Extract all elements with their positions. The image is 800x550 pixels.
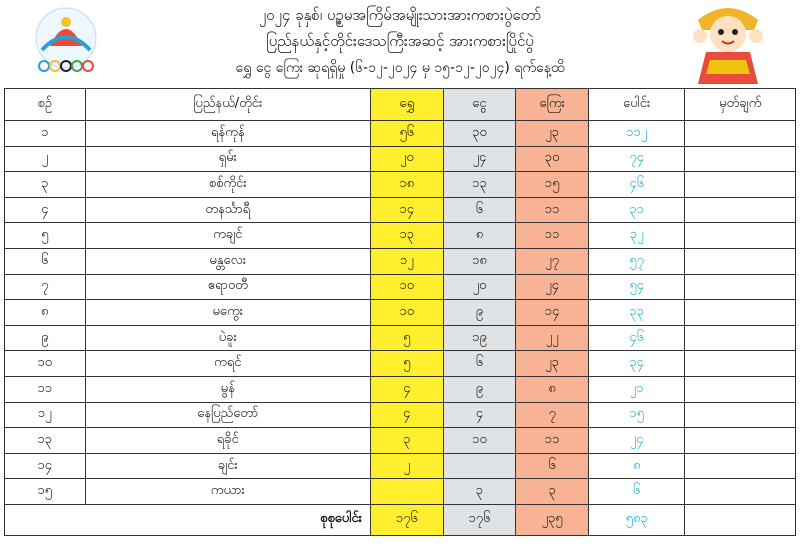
cell-no: ၅ <box>5 223 86 249</box>
cell-bronze: ၃၀ <box>516 146 589 172</box>
cell-bronze: ၁၁ <box>516 223 589 249</box>
cell-no: ၁၁ <box>5 376 86 402</box>
table-header-row <box>5 89 796 121</box>
cell-no: ၁၅ <box>5 479 86 505</box>
summary-gold: ၁၇၆ <box>370 504 443 535</box>
header <box>0 0 800 84</box>
cell-silver: ၃ <box>443 479 516 505</box>
cell-region: ကချင် <box>85 223 370 249</box>
cell-note <box>685 402 796 428</box>
cell-silver: ၁၃ <box>443 172 516 198</box>
table-row <box>5 453 796 479</box>
header-note: မှတ်ချက် <box>685 89 796 121</box>
cell-note <box>685 325 796 351</box>
cell-region: ကရင် <box>85 351 370 377</box>
table-row <box>5 402 796 428</box>
cell-note <box>685 223 796 249</box>
cell-gold: ၁၀ <box>370 274 443 300</box>
cell-note <box>685 428 796 454</box>
cell-total: ၇၄ <box>588 146 685 172</box>
cell-note <box>685 274 796 300</box>
cell-bronze: ၇ <box>516 402 589 428</box>
cell-gold: ၅ <box>370 351 443 377</box>
cell-gold: ၄ <box>370 402 443 428</box>
cell-gold: ၄ <box>370 376 443 402</box>
header-no: စဉ် <box>5 89 86 121</box>
cell-total: ၆ <box>588 479 685 505</box>
cell-gold: ၁၄ <box>370 197 443 223</box>
cell-no: ၄ <box>5 197 86 223</box>
cell-note <box>685 453 796 479</box>
cell-no: ၉ <box>5 325 86 351</box>
cell-region: ဧရာဝတီ <box>85 274 370 300</box>
cell-gold: ၅၆ <box>370 121 443 147</box>
cell-region: မန္တလေး <box>85 248 370 274</box>
cell-gold: ၁၂ <box>370 248 443 274</box>
cell-total: ၃၁ <box>588 197 685 223</box>
table-row <box>5 351 796 377</box>
cell-note <box>685 121 796 147</box>
header-silver: ငွေ <box>443 89 516 121</box>
cell-bronze: ၁၄ <box>516 300 589 326</box>
cell-region: ကယား <box>85 479 370 505</box>
cell-note <box>685 300 796 326</box>
cell-gold: ၅ <box>370 325 443 351</box>
cell-bronze: ၂၂ <box>516 325 589 351</box>
table-row <box>5 172 796 198</box>
table-row <box>5 146 796 172</box>
cell-silver: ၁၀ <box>443 428 516 454</box>
cell-total: ၈ <box>588 453 685 479</box>
cell-gold: ၂၀ <box>370 146 443 172</box>
table-row <box>5 428 796 454</box>
header-total: ပေါင်း <box>588 89 685 121</box>
cell-total: ၄၆ <box>588 172 685 198</box>
cell-note <box>685 146 796 172</box>
cell-total: ၅၄ <box>588 274 685 300</box>
cell-no: ၁၀ <box>5 351 86 377</box>
table-row <box>5 197 796 223</box>
summary-note <box>685 504 796 535</box>
cell-silver: ၉ <box>443 300 516 326</box>
cell-total: ၂၄ <box>588 428 685 454</box>
cell-region: ရခိုင် <box>85 428 370 454</box>
cell-no: ၁၃ <box>5 428 86 454</box>
mascot-icon <box>688 0 768 84</box>
cell-no: ၁၄ <box>5 453 86 479</box>
cell-silver: ၂၄ <box>443 146 516 172</box>
medal-table <box>4 88 796 536</box>
cell-silver <box>443 453 516 479</box>
cell-total: ၃၃ <box>588 300 685 326</box>
cell-silver: ၁၉ <box>443 325 516 351</box>
table-row <box>5 300 796 326</box>
cell-total: ၂၁ <box>588 376 685 402</box>
cell-bronze: ၆ <box>516 453 589 479</box>
cell-silver: ၉ <box>443 376 516 402</box>
cell-silver: ၈ <box>443 223 516 249</box>
table-row <box>5 274 796 300</box>
cell-no: ၆ <box>5 248 86 274</box>
summary-row <box>5 504 796 535</box>
cell-region: မကွေး <box>85 300 370 326</box>
table-row <box>5 479 796 505</box>
cell-note <box>685 376 796 402</box>
cell-gold: ၁၈ <box>370 172 443 198</box>
cell-gold: ၃ <box>370 428 443 454</box>
cell-no: ၁ <box>5 121 86 147</box>
cell-silver: ၆ <box>443 197 516 223</box>
cell-no: ၃ <box>5 172 86 198</box>
table-row <box>5 376 796 402</box>
table-row <box>5 248 796 274</box>
cell-bronze: ၈ <box>516 376 589 402</box>
cell-region: နေပြည်တော် <box>85 402 370 428</box>
cell-region: ရှမ်း <box>85 146 370 172</box>
cell-total: ၄၆ <box>588 325 685 351</box>
cell-region: ပဲခူး <box>85 325 370 351</box>
cell-note <box>685 248 796 274</box>
table-row <box>5 121 796 147</box>
cell-region: စစ်ကိုင်း <box>85 172 370 198</box>
header-gold: ရွှေ <box>370 89 443 121</box>
table-row <box>5 325 796 351</box>
cell-silver: ၂၀ <box>443 274 516 300</box>
summary-silver: ၁၇၆ <box>443 504 516 535</box>
cell-bronze: ၁၁ <box>516 428 589 454</box>
cell-total: ၁၅ <box>588 402 685 428</box>
cell-bronze: ၃ <box>516 479 589 505</box>
header-region: ပြည်နယ်/တိုင်း <box>85 89 370 121</box>
header-bronze: ကြေး <box>516 89 589 121</box>
cell-note <box>685 197 796 223</box>
cell-no: ၂ <box>5 146 86 172</box>
cell-total: ၁၁၂ <box>588 121 685 147</box>
table-row <box>5 223 796 249</box>
cell-bronze: ၂၇ <box>516 248 589 274</box>
cell-bronze: ၂၄ <box>516 274 589 300</box>
summary-label: စုစုပေါင်း <box>5 504 371 535</box>
cell-gold: ၁၀ <box>370 300 443 326</box>
cell-total: ၅၇ <box>588 248 685 274</box>
cell-bronze: ၂၃ <box>516 351 589 377</box>
cell-note <box>685 351 796 377</box>
cell-total: ၃၄ <box>588 351 685 377</box>
cell-silver: ၄ <box>443 402 516 428</box>
cell-note <box>685 172 796 198</box>
cell-total: ၃၂ <box>588 223 685 249</box>
summary-bronze: ၂၃၅ <box>516 504 589 535</box>
cell-note <box>685 479 796 505</box>
cell-bronze: ၂၃ <box>516 121 589 147</box>
cell-bronze: ၁၅ <box>516 172 589 198</box>
title-line-1: ၂၀၂၄ ခုနှစ်၊ ပဉ္စမအကြိမ်အမျိုးသားအားကစားပွဲတော် <box>258 6 542 24</box>
cell-silver: ၃၀ <box>443 121 516 147</box>
cell-no: ၇ <box>5 274 86 300</box>
cell-region: မွန် <box>85 376 370 402</box>
cell-no: ၈ <box>5 300 86 326</box>
cell-no: ၁၂ <box>5 402 86 428</box>
cell-region: တနင်္သာရီ <box>85 197 370 223</box>
cell-bronze: ၁၁ <box>516 197 589 223</box>
cell-gold: ၁၃ <box>370 223 443 249</box>
games-logo <box>20 6 112 78</box>
cell-region: ချင်း <box>85 453 370 479</box>
title-line-2: ပြည်နယ်နှင့်တိုင်းဒေသကြီးအဆင့် အားကစားပြိုင်ပွဲ <box>266 32 534 50</box>
cell-gold <box>370 479 443 505</box>
cell-region: ရန်ကုန် <box>85 121 370 147</box>
cell-silver: ၁၈ <box>443 248 516 274</box>
cell-silver: ၆ <box>443 351 516 377</box>
title-line-3: ရွှေ ငွေ ကြေး ဆုရရှိမှု (၆-၁၂-၂၀၂၄ မှ ၁၅-၁၂-၂၀၂၄) ရက်နေ့ထိ <box>235 60 565 76</box>
cell-gold: ၂ <box>370 453 443 479</box>
summary-total: ၅၈၃ <box>588 504 685 535</box>
